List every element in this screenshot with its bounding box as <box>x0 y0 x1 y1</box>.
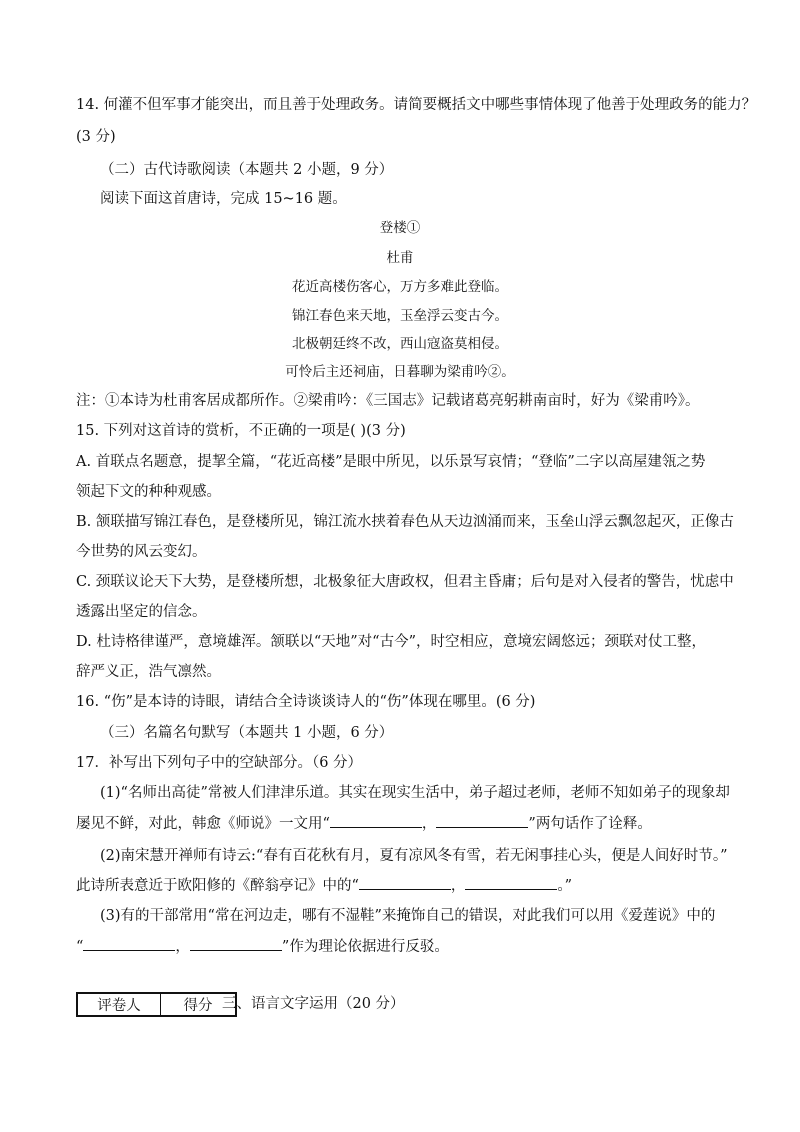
answer-blank[interactable] <box>465 875 557 890</box>
poem-title: 登楼① <box>379 220 421 236</box>
answer-blank[interactable] <box>359 875 451 890</box>
q15-option-a-line1: A. 首联点名题意，提挈全篇，“花近高楼”是眼中所见，以乐景写哀情；“登临”二字以高屋建瓴之势 <box>76 454 706 470</box>
section2-heading: （二）古代诗歌阅读（本题共 2 小题，9 分） <box>100 162 394 178</box>
poem-author: 杜甫 <box>386 250 414 266</box>
q17-item3-line1: (3)有的干部常用“常在河边走，哪有不湿鞋”来掩饰自己的错误，对此我们可以用《爱莲说》中的 <box>100 908 716 924</box>
score-box <box>76 992 237 1017</box>
answer-blank[interactable] <box>330 813 422 828</box>
q15-option-b-line2: 今世势的风云变幻。 <box>76 544 207 560</box>
part3-heading: 三、语言文字运用（20 分） <box>222 996 405 1012</box>
poem-line-3: 北极朝廷终不改，西山寇盗莫相侵。 <box>292 336 508 352</box>
q17-item1-text-pre: 屡见不鲜，对此，韩愈《师说》一文用“ <box>76 816 330 832</box>
q14-line2: (3 分) <box>76 129 116 145</box>
section2-intro: 阅读下面这首唐诗，完成 15~16 题。 <box>100 191 347 207</box>
q17-item3-text-pre: “ <box>76 939 84 955</box>
q17-item1-text-post: ”两句话作了诠释。 <box>528 816 652 832</box>
score-label: 得分 <box>161 993 237 1016</box>
poem-line-2: 锦江春色来天地，玉垒浮云变古今。 <box>292 308 508 324</box>
poem-line-4: 可怜后主还祠庙，日暮聊为梁甫吟②。 <box>285 364 515 380</box>
q15-option-c-line1: C. 颈联议论天下大势，是登楼所想，北极象征大唐政权，但君主昏庸；后句是对入侵者的警告，忧虑中 <box>76 574 734 590</box>
grader-label: 评卷人 <box>77 993 161 1016</box>
answer-blank[interactable] <box>436 813 528 828</box>
q16: 16. “伤”是本诗的诗眼，请结合全诗谈谈诗人的“伤”体现在哪里。(6 分) <box>76 694 536 710</box>
q15-option-d-line1: D. 杜诗格律谨严，意境雄浑。颔联以“天地”对“古今”，时空相应，意境宏阔悠远；颈联对仗工整， <box>76 634 706 650</box>
q17-item3-sep: ， <box>175 939 190 955</box>
q15-option-a-line2: 领起下文的种种观感。 <box>76 484 221 500</box>
q15-option-c-line2: 透露出坚定的信念。 <box>76 604 207 620</box>
q17-item1-sep: ， <box>421 816 437 832</box>
q17-stem: 17．补写出下列句子中的空缺部分。（6 分） <box>76 755 363 771</box>
section3-heading: （三）名篇名句默写（本题共 1 小题，6 分） <box>100 725 394 741</box>
q17-item3-line2 <box>76 936 449 957</box>
answer-blank[interactable] <box>190 936 282 951</box>
q17-item2-line1: (2)南宋慧开禅师有诗云:“春有百花秋有月，夏有凉风冬有雪，若无闲事挂心头，便是人间好时节。” <box>100 848 728 864</box>
q17-item2-sep: ， <box>450 878 466 894</box>
q14-line1: 14. 何灌不但军事才能突出，而且善于处理政务。请简要概括文中哪些事情体现了他善于处理政务的能力？ <box>76 97 757 113</box>
q17-item1-line1: (1)“名师出高徒”常被人们津津乐道。其实在现实生活中，弟子超过老师，老师不知如弟子的现象却 <box>100 785 730 801</box>
poem-line-1: 花近高楼伤客心，万方多难此登临。 <box>292 279 508 295</box>
q15-stem: 15. 下列对这首诗的赏析，不正确的一项是( )(3 分) <box>76 423 406 439</box>
q17-item3-text-post: ”作为理论依据进行反驳。 <box>281 939 449 955</box>
poem-note: 注：①本诗为杜甫客居成都所作。②梁甫吟：《三国志》记载诸葛亮躬耕南亩时，好为《梁甫吟》。 <box>76 393 700 409</box>
q15-option-b-line1: B. 颔联描写锦江春色，是登楼所见，锦江流水挟着春色从天边汹涌而来，玉垒山浮云飘忽起灭，正像古 <box>76 514 734 530</box>
q17-item2-text-post: 。” <box>557 878 573 894</box>
answer-blank[interactable] <box>83 936 175 951</box>
q15-option-d-line2: 辞严义正，浩气凛然。 <box>76 664 221 680</box>
q17-item1-line2 <box>76 813 652 834</box>
q17-item2-line2 <box>76 875 572 896</box>
q17-item2-text-pre: 此诗所表意近于欧阳修的《醉翁亭记》中的“ <box>76 878 359 894</box>
